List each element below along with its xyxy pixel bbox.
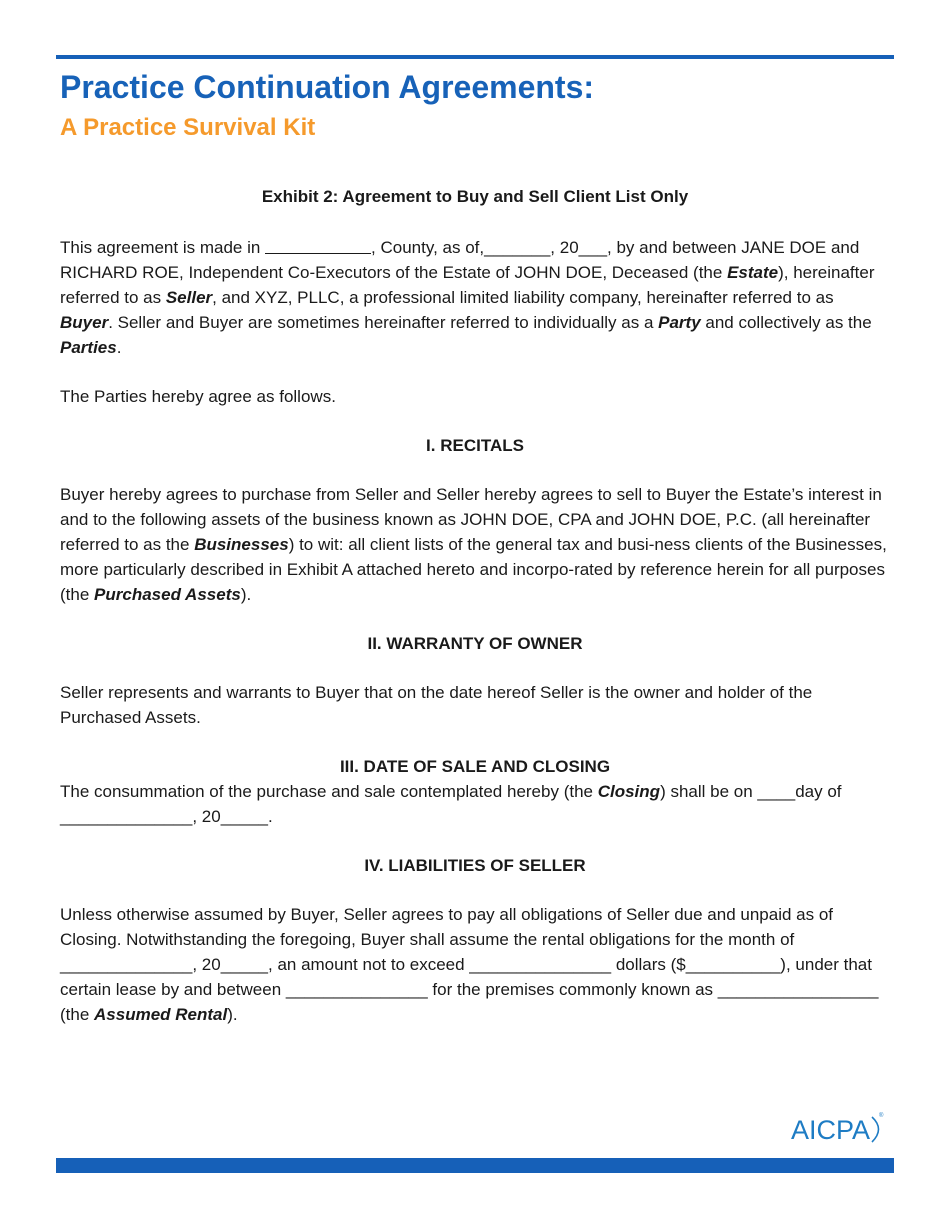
intro-paragraph bbox=[60, 235, 890, 360]
section-heading-recitals: I. RECITALS bbox=[426, 436, 524, 455]
term-closing: Closing bbox=[597, 782, 661, 801]
term-purchased-assets: Purchased Assets bbox=[94, 585, 241, 604]
section-heading-warranty: II. WARRANTY OF OWNER bbox=[367, 634, 583, 653]
closing-text: ) shall be on ____day of ______________, 20_____. bbox=[60, 782, 842, 826]
term-estate: Estate bbox=[727, 263, 779, 282]
county-blank bbox=[265, 238, 371, 254]
intro-text: , County, as of,_______, 20___, by and between JANE DOE and RICHARD ROE, Independent Co-Executors of the Estate of JOHN DOE, Deceased (the bbox=[60, 238, 860, 282]
liabilities-text: ). bbox=[227, 1005, 238, 1024]
term-party: Party bbox=[658, 313, 701, 332]
logo-text: AICPA bbox=[791, 1115, 871, 1145]
closing-paragraph bbox=[60, 779, 890, 829]
logo-arc-icon bbox=[872, 1117, 879, 1142]
recitals-text: ). bbox=[240, 585, 252, 604]
intro-text: . bbox=[116, 338, 122, 357]
intro-text: This agreement is made in bbox=[60, 238, 266, 257]
section-heading-closing: III. DATE OF SALE AND CLOSING bbox=[339, 757, 611, 776]
agree-paragraph: The Parties hereby agree as follows. bbox=[60, 387, 336, 406]
term-businesses: Businesses bbox=[194, 535, 289, 554]
document-body bbox=[60, 184, 890, 1027]
intro-text: and collectively as the bbox=[700, 313, 872, 332]
intro-text: . Seller and Buyer are sometimes hereinafter referred to individually as a bbox=[108, 313, 659, 332]
registered-mark: ® bbox=[879, 1113, 884, 1119]
liabilities-text: Unless otherwise assumed by Buyer, Seller agrees to pay all obligations of Seller due and unpaid as of Closing. Notwithstanding the foregoing, Buyer shall assume the rental obligations for the month of ______________, 20_____, an amount not to exceed _______________ dollars ($__________), under that certain lease by and between _______________ for the premises commonly known as _________________ (the bbox=[60, 905, 879, 1024]
intro-text: , and XYZ, PLLC, a professional limited liability company, hereinafter referred to as bbox=[212, 288, 834, 307]
aicpa-logo bbox=[780, 1108, 890, 1153]
term-parties: Parties bbox=[60, 338, 117, 357]
intro-text: ), hereinafter referred to as bbox=[60, 263, 875, 307]
liabilities-paragraph bbox=[60, 902, 890, 1027]
page-subtitle: A Practice Survival Kit bbox=[60, 114, 316, 141]
top-rule bbox=[56, 55, 894, 59]
recitals-paragraph bbox=[60, 482, 890, 607]
term-buyer: Buyer bbox=[60, 313, 109, 332]
term-seller: Seller bbox=[165, 288, 213, 307]
warranty-paragraph: Seller represents and warrants to Buyer that on the date hereof Seller is the owner and holder of the Purchased Assets. bbox=[60, 683, 813, 727]
page-title: Practice Continuation Agreements: bbox=[60, 69, 595, 105]
exhibit-title: Exhibit 2: Agreement to Buy and Sell Client List Only bbox=[261, 187, 689, 206]
closing-text: The consummation of the purchase and sale contemplated hereby (the bbox=[60, 782, 598, 801]
recitals-text: Buyer hereby agrees to purchase from Seller and Seller hereby agrees to sell to Buyer the Estate’s interest in and to the following assets of the business known as JOHN DOE, CPA and JOHN DOE, P.C. (all hereinafter referred to as the bbox=[60, 485, 882, 554]
section-heading-liabilities: IV. LIABILITIES OF SELLER bbox=[364, 856, 586, 875]
term-assumed-rental: Assumed Rental bbox=[94, 1005, 228, 1024]
bottom-bar bbox=[56, 1158, 894, 1173]
recitals-text: ) to wit: all client lists of the general tax and busi-ness clients of the Businesses, more particularly described in Exhibit A attached hereto and incorpo-rated by reference herein for all purposes (the bbox=[60, 535, 887, 604]
